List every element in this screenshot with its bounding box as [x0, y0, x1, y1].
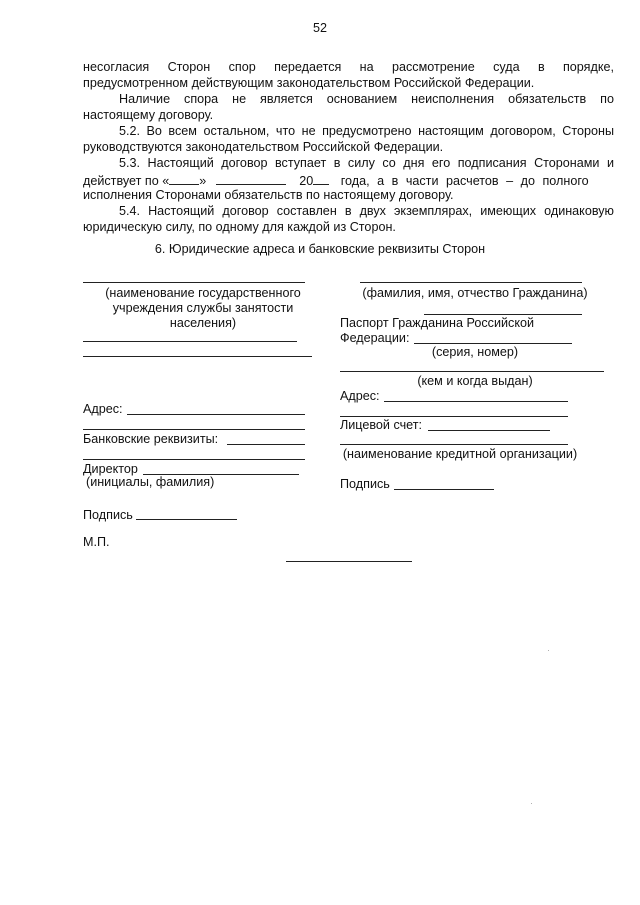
left-address-line — [127, 414, 305, 415]
blank-line — [83, 356, 312, 357]
institution-caption: населения) — [169, 316, 237, 330]
citizen-name-line — [360, 282, 582, 283]
end-line — [286, 561, 412, 562]
citizen-name-caption: (фамилия, имя, отчество Гражданина) — [362, 286, 588, 300]
month-blank — [216, 172, 286, 185]
bank-details-line — [83, 459, 305, 460]
paragraph-line: несогласия Сторон спор передается на рассмотрение суда в порядке, — [83, 60, 614, 74]
scan-speck — [548, 650, 549, 651]
director-label: Директор — [83, 462, 138, 476]
paragraph-line: предусмотренном действующим законодательством Российской Федерации. — [83, 76, 535, 90]
passport-issued-line — [340, 371, 604, 372]
section-title: 6. Юридические адреса и банковские реквизиты Сторон — [154, 242, 486, 256]
right-signature-label: Подпись — [340, 477, 390, 491]
term-prefix: действует по « — [83, 174, 170, 188]
institution-caption: (наименование государственного — [105, 286, 301, 300]
left-address-label: Адрес: — [83, 402, 123, 416]
paragraph-line: настоящему договору. — [83, 108, 214, 122]
bank-name-line — [340, 444, 568, 445]
clause-5-3-line: 5.3. Настоящий договор вступает в силу со дня его подписания Сторонами и — [119, 156, 614, 170]
series-caption: (серия, номер) — [431, 345, 519, 359]
paragraph-line: Наличие спора не является основанием неисполнения обязательств по — [119, 92, 614, 106]
institution-name-line — [83, 282, 305, 283]
bank-details-label: Банковские реквизиты: — [83, 432, 219, 446]
term-suffix: года, а в части расчетов – до полного — [340, 174, 589, 188]
clause-5-3-date-line — [83, 172, 614, 189]
director-caption: (инициалы, фамилия) — [86, 475, 215, 489]
institution-caption: учреждения службы занятости — [112, 301, 294, 315]
paragraph-line: юридическую силу, по одному для каждой из Сторон. — [83, 220, 396, 234]
account-line — [428, 430, 550, 431]
clause-5-2-line: 5.2. Во всем остальном, что не предусмотрено настоящим договором, Стороны — [119, 124, 614, 138]
left-address-line — [83, 429, 305, 430]
right-address-line — [384, 401, 568, 402]
blank-line — [83, 341, 297, 342]
day-blank — [169, 172, 199, 185]
bank-details-line — [227, 444, 305, 445]
right-address-line — [340, 416, 568, 417]
right-signature-line — [394, 489, 494, 490]
citizen-name-line — [424, 314, 582, 315]
account-label: Лицевой счет: — [340, 418, 423, 432]
paragraph-line: руководствуются законодательством Российской Федерации. — [83, 140, 444, 154]
page-number: 52 — [312, 21, 327, 35]
issued-caption: (кем и когда выдан) — [417, 374, 533, 388]
stamp-label: М.П. — [83, 535, 110, 549]
left-signature-label: Подпись — [83, 508, 133, 522]
year-prefix: 20 — [299, 174, 314, 188]
right-address-label: Адрес: — [340, 389, 380, 403]
term-quote: » — [199, 174, 207, 188]
passport-label: Паспорт Гражданина Российской — [340, 316, 535, 330]
clause-5-4-line: 5.4. Настоящий договор составлен в двух экземплярах, имеющих одинаковую — [119, 204, 614, 218]
paragraph-line: исполнения Сторонами обязательств по настоящему договору. — [83, 188, 454, 202]
left-signature-line — [136, 519, 237, 520]
bank-name-caption: (наименование кредитной организации) — [342, 447, 578, 461]
passport-label: Федерации: — [340, 331, 410, 345]
scan-speck — [531, 803, 532, 804]
passport-number-line — [414, 343, 572, 344]
year-blank — [313, 172, 329, 185]
